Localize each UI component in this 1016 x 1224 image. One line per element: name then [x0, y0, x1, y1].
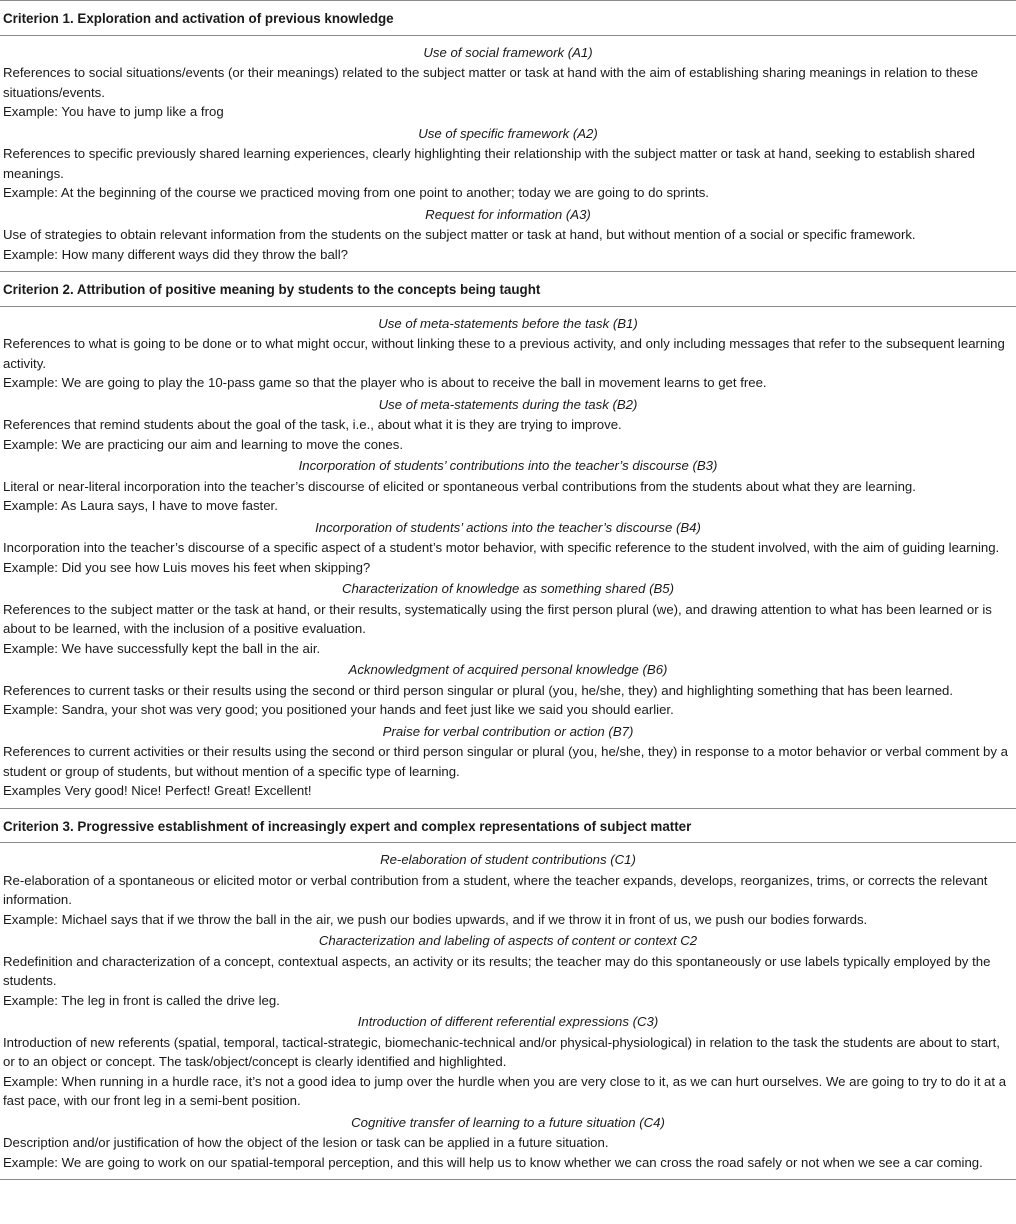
- category-block: [0, 43, 1016, 122]
- category-title: Characterization of knowledge as something shared (B5): [341, 581, 675, 596]
- category-block: [0, 518, 1016, 578]
- category-block: [0, 660, 1016, 720]
- category-description: Incorporation into the teacher’s discourse of a specific aspect of a student’s motor behavior, with specific reference to the student involved, with the aim of guiding learning.: [3, 540, 1000, 555]
- criterion-body: [0, 843, 1016, 1179]
- criterion-header: Criterion 3. Progressive establishment of increasingly expert and complex representations of subject matter: [0, 808, 1016, 844]
- category-title: Incorporation of students’ actions into the teacher’s discourse (B4): [315, 519, 701, 535]
- category-description: Introduction of new referents (spatial, temporal, tactical-strategic, biomechanic-technical and/or physical-physiological) in relation to the task the students are about to start, or to an object or concept. The task/object/concept is clearly identified and highlighted.: [3, 1034, 1000, 1069]
- category-title: Re-elaboration of student contributions (C1): [380, 852, 636, 867]
- category-description: Literal or near-literal incorporation into the teacher’s discourse of elicited or spontaneous verbal contributions from the students about what they are learning.: [3, 478, 916, 494]
- category-description: Re-elaboration of a spontaneous or elicited motor or verbal contribution from a student, where the teacher expands, develops, reorganizes, trims, or corrects the relevant information.: [3, 872, 988, 907]
- criterion-body: [0, 36, 1016, 272]
- category-example: Example: Did you see how Luis moves his feet when skipping?: [3, 559, 371, 575]
- category-title: Use of social framework (A1): [423, 44, 593, 60]
- category-block: [0, 205, 1016, 265]
- category-block: [0, 314, 1016, 393]
- category-example: Example: At the beginning of the course we practiced moving from one point to another; today we are going to do sprints.: [3, 185, 709, 200]
- category-example: Example: We have successfully kept the ball in the air.: [3, 640, 321, 656]
- criterion-section: [0, 808, 1016, 1180]
- category-example: Examples Very good! Nice! Perfect! Great! Excellent!: [3, 783, 312, 798]
- category-block: [0, 931, 1016, 1010]
- category-description: References to current tasks or their results using the second or third person singular or plural (you, he/she, they) and highlighting something that has been learned.: [3, 682, 954, 698]
- category-title: Introduction of different referential expressions (C3): [357, 1014, 659, 1029]
- category-description: Description and/or justification of how the object of the lesion or task can be applied in a future situation.: [3, 1135, 609, 1150]
- category-block: [0, 1113, 1016, 1173]
- category-description: Redefinition and characterization of a concept, contextual aspects, an activity or its results; the teacher may do this spontaneously or use labels typically employed by the students.: [3, 953, 991, 988]
- table-bottom-rule: [0, 1179, 1016, 1180]
- category-title: Cognitive transfer of learning to a future situation (C4): [351, 1114, 665, 1130]
- category-block: [0, 1012, 1016, 1111]
- category-block: [0, 722, 1016, 801]
- category-block: [0, 395, 1016, 455]
- category-block: [0, 124, 1016, 203]
- category-title: Use of meta-statements before the task (B1): [378, 315, 638, 331]
- category-example: Example: We are practicing our aim and learning to move the cones.: [3, 436, 403, 452]
- category-example: Example: You have to jump like a frog: [3, 104, 224, 119]
- criterion-section: [0, 271, 1016, 808]
- category-description: References to what is going to be done or to what might occur, without linking these to a previous activity, and only including messages that refer to the subsequent learning activity.: [3, 336, 1005, 371]
- category-title: Request for information (A3): [425, 206, 591, 222]
- category-description: References to social situations/events (or their meanings) related to the subject matter or task at hand with the aim of establishing sharing meanings in relation to these situations/events.: [3, 65, 978, 100]
- category-description: References to specific previously shared learning experiences, clearly highlighting their relationship with the subject matter or task at hand, seeking to establish shared meanings.: [3, 146, 976, 181]
- category-description: References to current activities or their results using the second or third person singular or plural (you, he/she, they) in response to a motor behavior or verbal comment by a student or group of students, but without mention of a specific type of learning.: [3, 744, 1008, 779]
- category-block: [0, 456, 1016, 516]
- criterion-header: Criterion 2. Attribution of positive meaning by students to the concepts being taught: [0, 271, 1016, 307]
- category-example: Example: We are going to work on our spatial-temporal perception, and this will help us to know whether we can cross the road safely or not when we see a car coming.: [3, 1154, 983, 1170]
- category-block: [0, 579, 1016, 658]
- category-title: Incorporation of students’ contributions into the teacher’s discourse (B3): [298, 458, 718, 473]
- category-title: Use of specific framework (A2): [418, 125, 598, 141]
- category-title: Characterization and labeling of aspects of content or context C2: [318, 933, 698, 948]
- criterion-header: Criterion 1. Exploration and activation of previous knowledge: [0, 0, 1016, 36]
- category-example: Example: How many different ways did they throw the ball?: [3, 246, 348, 262]
- criterion-body: [0, 307, 1016, 808]
- category-example: Example: Sandra, your shot was very good; you positioned your hands and feet just like we said you should earlier.: [3, 702, 674, 717]
- category-title: Use of meta-statements during the task (B2): [378, 396, 638, 412]
- category-example: Example: As Laura says, I have to move faster.: [3, 498, 278, 513]
- category-description: References to the subject matter or the task at hand, or their results, systematically using the first person plural (we), and drawing attention to what has been learned or is about to be learned, with the inclusion of a positive evaluation.: [3, 601, 992, 636]
- criterion-section: [0, 0, 1016, 271]
- category-title: Acknowledgment of acquired personal knowledge (B6): [348, 662, 668, 677]
- category-description: Use of strategies to obtain relevant information from the students on the subject matter or task at hand, but without mention of a social or specific framework.: [3, 227, 916, 242]
- category-example: Example: When running in a hurdle race, it’s not a good idea to jump over the hurdle when you are very close to it, as we can hurt ourselves. We are going to try to do it at a fast pace, with our front leg in a semi-bent position.: [3, 1073, 1007, 1108]
- category-description: References that remind students about the goal of the task, i.e., about what it is they are trying to improve.: [3, 417, 622, 432]
- category-title: Praise for verbal contribution or action (B7): [382, 723, 634, 739]
- category-example: Example: We are going to play the 10-pass game so that the player who is about to receive the ball in movement learns to get free.: [3, 375, 767, 390]
- category-block: [0, 850, 1016, 929]
- category-example: Example: Michael says that if we throw the ball in the air, we push our bodies upwards, and if we throw it in front of us, we push our bodies forwards.: [3, 911, 868, 927]
- category-example: Example: The leg in front is called the drive leg.: [3, 992, 280, 1008]
